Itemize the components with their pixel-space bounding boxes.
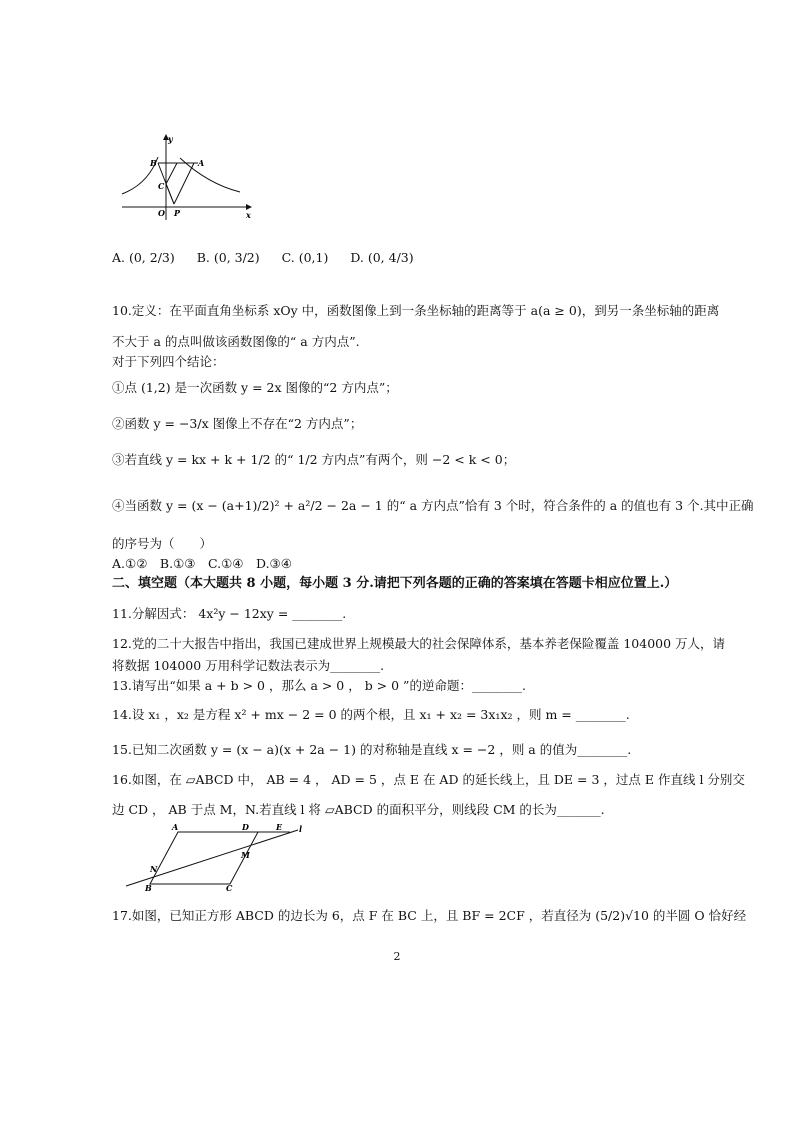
q10-conclusion-2: ②函数 y = −3/x 图像上不存在“2 方内点”；	[112, 416, 363, 431]
q10-line3: 对于下列四个结论：	[112, 354, 225, 369]
q10-line2: 不大于 a 的点叫做该函数图像的“ a 方内点”.	[112, 334, 360, 349]
q10-answer-prompt: 的序号为（ ）	[112, 536, 213, 551]
fig16-label-l: l	[299, 824, 303, 834]
q14: 14.设 x₁ ，x₂ 是方程 x² + mx − 2 = 0 的两个根，且 x₁ + x₂ = 3x₁x₂ ，则 m = ________.	[112, 707, 630, 722]
q9-choice-b: B. (0, 3/2)	[196, 250, 260, 265]
q13: 13.请写出“如果 a + b > 0 ，那么 a > 0 ， b > 0 ”的逆命题：________.	[112, 678, 526, 693]
q12-line1: 12.党的二十大报告中指出，我国已建成世界上规模最大的社会保障体系，基本养老保险覆盖 104000 万人，请	[112, 636, 726, 651]
q9-choices	[112, 250, 432, 265]
fig16-label-C: C	[226, 883, 233, 892]
q9-choice-c: C. (0,1)	[281, 250, 329, 265]
q10-choices: A.①② B.①③ C.①④ D.③④	[112, 556, 292, 571]
fig9-label-B: B	[150, 158, 157, 168]
fig16-label-M: M	[241, 850, 250, 860]
q16-line1: 16.如图，在 ▱ABCD 中， AB = 4 ， AD = 5 ，点 E 在 AD 的延长线上，且 DE = 3 ，过点 E 作直线 l 分别交	[112, 772, 745, 787]
q10-conclusion-1: ①点 (1,2) 是一次函数 y = 2x 图像的“2 方内点”；	[112, 380, 398, 395]
line-l	[126, 830, 298, 886]
q10-line1: 10.定义：在平面直角坐标系 xOy 中，函数图像上到一条坐标轴的距离等于 a(a ≥ 0)，到另一条坐标轴的距离	[112, 303, 720, 318]
fig9-label-C: C	[158, 181, 165, 191]
q9-choice-d: D. (0, 4/3)	[350, 250, 414, 265]
q15: 15.已知二次函数 y = (x − a)(x + 2a − 1) 的对称轴是直线 x = −2 ，则 a 的值为________.	[112, 742, 632, 757]
fig9-label-O: O	[158, 208, 165, 218]
q12-line2: 将数据 104000 万用科学记数法表示为________.	[112, 658, 385, 673]
q17: 17.如图，已知正方形 ABCD 的边长为 6，点 F 在 BC 上，且 BF = 2CF ，若直径为 (5/2)√10 的半圆 O 恰好经	[112, 908, 747, 923]
fig16-label-E: E	[276, 822, 283, 832]
fig16-label-A: A	[172, 822, 179, 832]
section-heading: 二、填空题（本大题共 8 小题，每小题 3 分.请把下列各题的正确的答案填在答题卡相应位置上.）	[112, 576, 678, 591]
fig9-label-x: x	[246, 210, 251, 220]
fig9-label-A: A	[198, 158, 205, 168]
q9-choice-a: A. (0, 2/3)	[112, 250, 175, 265]
fig16-label-N: N	[150, 864, 158, 874]
q11: 11.分解因式： 4x²y − 12xy = ________.	[112, 606, 347, 621]
fig9-label-y: y	[168, 134, 173, 144]
page-number: 2	[393, 950, 401, 963]
fig16-label-B: B	[145, 883, 152, 892]
fig16-label-D: D	[242, 822, 249, 832]
q10-conclusion-3: ③若直线 y = kx + k + 1/2 的“ 1/2 方内点”有两个，则 −2 < k < 0；	[112, 452, 516, 467]
q10-conclusion-4: ④当函数 y = (x − (a+1)/2)² + a²/2 − 2a − 1 的“ a 方内点”恰有 3 个时，符合条件的 a 的值也有 3 个.其中正确	[112, 498, 754, 513]
q9-figure	[118, 132, 252, 222]
q16-figure	[118, 822, 318, 892]
fig9-label-P: P	[174, 208, 181, 218]
q16-line2: 边 CD ， AB 于点 M，N.若直线 l 将 ▱ABCD 的面积平分，则线段 CM 的长为_______.	[112, 802, 605, 817]
